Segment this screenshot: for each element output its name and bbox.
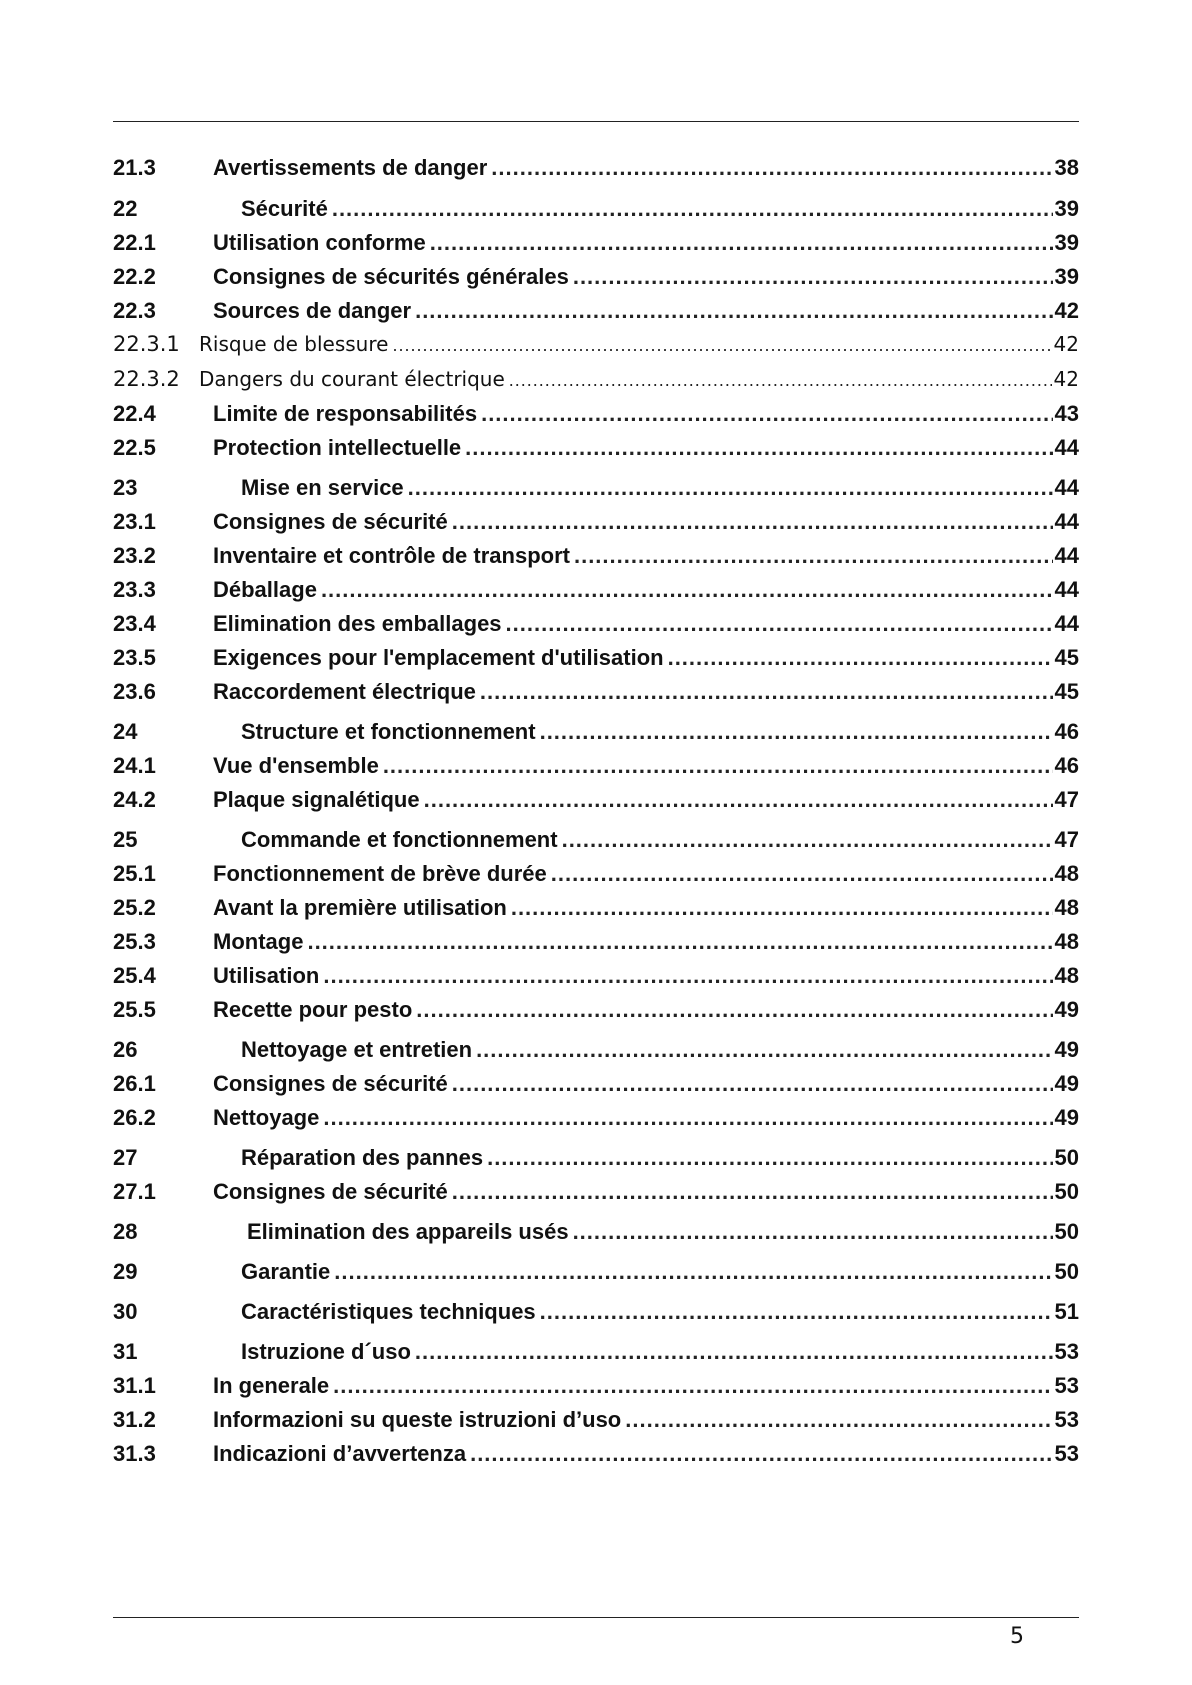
toc-entry-number: 31.1 [113, 1373, 156, 1398]
toc-entry-number: 23.3 [113, 577, 156, 602]
toc-entry-page: 49 [1054, 997, 1079, 1022]
toc-entry[interactable] [113, 1105, 1079, 1131]
toc-entry-number: 24.1 [113, 753, 156, 778]
toc-dot-leader [415, 1339, 1053, 1365]
toc-entry[interactable] [113, 611, 1079, 637]
toc-dot-leader [511, 895, 1053, 921]
toc-entry-title: Consignes de sécurité [213, 1071, 448, 1096]
toc-dot-leader [323, 1105, 1052, 1131]
toc-entry-page: 53 [1054, 1373, 1079, 1398]
toc-dot-leader [573, 1219, 1053, 1245]
toc-entry[interactable] [113, 895, 1079, 921]
toc-dot-leader [668, 645, 1053, 671]
toc-entry-page: 38 [1054, 155, 1079, 180]
toc-entry[interactable] [113, 997, 1079, 1023]
toc-entry[interactable] [113, 543, 1079, 569]
toc-entry-title: Consignes de sécurité [213, 509, 448, 534]
toc-entry-page: 45 [1054, 679, 1079, 704]
toc-entry-page: 44 [1054, 611, 1079, 636]
toc-entry-number: 27 [113, 1145, 138, 1170]
toc-entry-page: 51 [1054, 1299, 1079, 1324]
toc-entry-number: 22.2 [113, 264, 156, 289]
toc-entry-page: 53 [1054, 1441, 1079, 1466]
toc-dot-leader [573, 264, 1053, 290]
toc-entry-title: Nettoyage et entretien [241, 1037, 473, 1062]
toc-entry-title: Indicazioni d’avvertenza [213, 1441, 467, 1466]
toc-entry-title: Avant la première utilisation [213, 895, 507, 920]
toc-entry[interactable] [113, 1259, 1079, 1285]
toc-entry[interactable] [113, 1071, 1079, 1097]
toc-entry-title: Plaque signalétique [213, 787, 420, 812]
toc-entry-number: 31 [113, 1339, 138, 1364]
toc-entry-number: 22.3.1 [113, 332, 180, 356]
toc-entry-page: 44 [1054, 543, 1079, 568]
toc-entry-title: Caractéristiques techniques [241, 1299, 536, 1324]
toc-entry-number: 26 [113, 1037, 138, 1062]
toc-entry-number: 23.6 [113, 679, 156, 704]
toc-entry[interactable] [113, 367, 1079, 391]
toc-entry[interactable] [113, 435, 1079, 461]
toc-entry-page: 39 [1054, 196, 1079, 221]
toc-dot-leader [562, 827, 1053, 853]
toc-entry-page: 44 [1054, 509, 1079, 534]
toc-entry[interactable] [113, 929, 1079, 955]
toc-entry-title: Raccordement électrique [213, 679, 476, 704]
toc-entry-number: 25.2 [113, 895, 156, 920]
toc-entry-title: Exigences pour l'emplacement d'utilisation [213, 645, 664, 670]
toc-dot-leader [540, 719, 1053, 745]
toc-entry-title: Istruzione d´uso [241, 1339, 411, 1364]
toc-entry-title: Nettoyage [213, 1105, 320, 1130]
toc-entry-title: Montage [213, 929, 304, 954]
toc-entry-title: Utilisation [213, 963, 320, 988]
toc-entry-number: 25.4 [113, 963, 156, 988]
toc-entry-title: Protection intellectuelle [213, 435, 462, 460]
toc-dot-leader [321, 577, 1053, 603]
toc-entry[interactable] [113, 753, 1079, 779]
toc-entry-title: Limite de responsabilités [213, 401, 478, 426]
toc-dot-leader [476, 1037, 1052, 1063]
toc-entry-number: 30 [113, 1299, 138, 1324]
toc-entry-page: 50 [1054, 1145, 1079, 1170]
toc-entry-title: Sécurité [241, 196, 328, 221]
toc-dot-leader [551, 861, 1053, 887]
toc-entry-page: 45 [1054, 645, 1079, 670]
toc-dot-leader [452, 1071, 1053, 1097]
toc-dot-leader [506, 611, 1053, 637]
toc-dot-leader [307, 929, 1052, 955]
toc-entry-page: 50 [1054, 1179, 1079, 1204]
page-number: 5 [1010, 1624, 1024, 1649]
toc-entry-page: 46 [1054, 719, 1079, 744]
toc-entry-title: In generale [213, 1373, 330, 1398]
toc-entry-page: 53 [1054, 1407, 1079, 1432]
toc-entry-number: 26.1 [113, 1071, 156, 1096]
toc-entry-page: 42 [1053, 332, 1079, 356]
toc-entry-title: Sources de danger [213, 298, 412, 323]
toc-entry-number: 22.3 [113, 298, 156, 323]
toc-entry-title: Structure et fonctionnement [241, 719, 536, 744]
toc-dot-leader [540, 1299, 1053, 1325]
toc-dot-leader [430, 230, 1053, 256]
toc-entry-number: 22 [113, 196, 138, 221]
toc-entry-title: Mise en service [241, 475, 404, 500]
toc-dot-leader [452, 509, 1053, 535]
toc-entry-page: 49 [1054, 1105, 1079, 1130]
toc-entry-number: 28 [113, 1219, 138, 1244]
toc-entry-title: Garantie [241, 1259, 331, 1284]
toc-entry-title: Consignes de sécurités générales [213, 264, 569, 289]
toc-entry[interactable] [113, 155, 1079, 181]
toc-entry[interactable] [113, 1219, 1079, 1245]
toc-entry-title: Risque de blessure [199, 332, 389, 356]
toc-entry-page: 50 [1054, 1259, 1079, 1284]
toc-dot-leader [481, 401, 1052, 427]
toc-entry[interactable] [113, 509, 1079, 535]
toc-entry-page: 39 [1054, 230, 1079, 255]
toc-dot-leader [491, 155, 1052, 181]
footer-rule [113, 1617, 1079, 1618]
toc-entry-page: 44 [1054, 475, 1079, 500]
toc-entry-number: 23.1 [113, 509, 156, 534]
toc-dot-leader [334, 1259, 1052, 1285]
toc-entry-number: 23.5 [113, 645, 156, 670]
toc-entry-number: 22.1 [113, 230, 156, 255]
toc-entry-number: 31.3 [113, 1441, 156, 1466]
toc-entry-title: Inventaire et contrôle de transport [213, 543, 570, 568]
toc-entry[interactable] [113, 719, 1079, 745]
toc-dot-leader [424, 787, 1053, 813]
toc-entry[interactable] [113, 787, 1079, 813]
toc-entry-page: 46 [1054, 753, 1079, 778]
toc-entry[interactable] [113, 645, 1079, 671]
toc-dot-leader [625, 1407, 1052, 1433]
toc-entry-page: 43 [1054, 401, 1079, 426]
toc-entry-title: Utilisation conforme [213, 230, 426, 255]
toc-entry-number: 25.1 [113, 861, 156, 886]
toc-entry[interactable] [113, 827, 1079, 853]
toc-entry-title: Déballage [213, 577, 317, 602]
toc-entry-title: Informazioni su queste istruzioni d’uso [213, 1407, 622, 1432]
toc-entry[interactable] [113, 1407, 1079, 1433]
toc-entry[interactable] [113, 298, 1079, 324]
toc-entry[interactable] [113, 679, 1079, 705]
toc-entry-page: 53 [1054, 1339, 1079, 1364]
toc-dot-leader [408, 475, 1053, 501]
toc-entry-title: Vue d'ensemble [213, 753, 379, 778]
toc-entry-title: Réparation des pannes [241, 1145, 484, 1170]
toc-dot-leader [509, 370, 1052, 391]
toc-entry-number: 22.5 [113, 435, 156, 460]
toc-dot-leader [415, 298, 1052, 324]
toc-dot-leader [332, 196, 1053, 222]
toc-entry-number: 23.2 [113, 543, 156, 568]
toc-dot-leader [487, 1145, 1052, 1171]
toc-entry-number: 29 [113, 1259, 138, 1284]
toc-entry[interactable] [113, 196, 1079, 222]
toc-dot-leader [452, 1179, 1053, 1205]
toc-entry-number: 22.4 [113, 401, 156, 426]
toc-entry[interactable] [113, 230, 1079, 256]
toc-entry-number: 25 [113, 827, 138, 852]
toc-entry[interactable] [113, 401, 1079, 427]
toc-dot-leader [470, 1441, 1052, 1467]
toc-entry-title: Dangers du courant électrique [199, 367, 505, 391]
toc-entry-number: 23 [113, 475, 138, 500]
toc-entry-page: 42 [1053, 367, 1079, 391]
toc-entry-page: 39 [1054, 264, 1079, 289]
toc-entry-number: 24 [113, 719, 138, 744]
toc-entry-page: 48 [1054, 929, 1079, 954]
toc-entry[interactable] [113, 1339, 1079, 1365]
toc-entry[interactable] [113, 1373, 1079, 1399]
toc-entry-page: 49 [1054, 1071, 1079, 1096]
toc-dot-leader [480, 679, 1053, 705]
toc-entry-page: 48 [1054, 895, 1079, 920]
toc-entry-title: Recette pour pesto [213, 997, 413, 1022]
toc-entry-title: Consignes de sécurité [213, 1179, 448, 1204]
toc-entry[interactable] [113, 1299, 1079, 1325]
toc-entry-page: 42 [1054, 298, 1079, 323]
toc-entry-page: 47 [1054, 827, 1079, 852]
toc-entry[interactable] [113, 1441, 1079, 1467]
toc-dot-leader [416, 997, 1052, 1023]
toc-entry-number: 31.2 [113, 1407, 156, 1432]
toc-entry[interactable] [113, 264, 1079, 290]
toc-entry-page: 47 [1054, 787, 1079, 812]
toc-entry-page: 50 [1054, 1219, 1079, 1244]
toc-dot-leader [383, 753, 1053, 779]
toc-entry[interactable] [113, 1179, 1079, 1205]
toc-entry-title: Elimination des emballages [213, 611, 502, 636]
toc-entry-number: 25.5 [113, 997, 156, 1022]
toc-dot-leader [465, 435, 1052, 461]
toc-entry-title: Elimination des appareils usés [247, 1219, 569, 1244]
toc-entry[interactable] [113, 963, 1079, 989]
toc-entry-number: 23.4 [113, 611, 156, 636]
toc-entry[interactable] [113, 332, 1079, 356]
toc-entry-number: 26.2 [113, 1105, 156, 1130]
toc-entry[interactable] [113, 475, 1079, 501]
toc-entry-title: Avertissements de danger [213, 155, 488, 180]
toc-entry-number: 24.2 [113, 787, 156, 812]
toc-entry-number: 21.3 [113, 155, 156, 180]
toc-entry-number: 22.3.2 [113, 367, 180, 391]
toc-entry-title: Commande et fonctionnement [241, 827, 558, 852]
toc-dot-leader [333, 1373, 1052, 1399]
toc-entry-page: 49 [1054, 1037, 1079, 1062]
toc-entry[interactable] [113, 1145, 1079, 1171]
toc-entry[interactable] [113, 577, 1079, 603]
toc-entry-title: Fonctionnement de brève durée [213, 861, 547, 886]
toc-entry-number: 25.3 [113, 929, 156, 954]
toc-entry-page: 44 [1054, 577, 1079, 602]
toc-entry[interactable] [113, 861, 1079, 887]
toc-dot-leader [323, 963, 1052, 989]
toc-entry-page: 44 [1054, 435, 1079, 460]
toc-entry-number: 27.1 [113, 1179, 156, 1204]
header-rule [113, 121, 1079, 122]
toc-dot-leader [392, 335, 1051, 356]
toc-entry[interactable] [113, 1037, 1079, 1063]
toc-entry-page: 48 [1054, 963, 1079, 988]
toc-entry-page: 48 [1054, 861, 1079, 886]
toc-dot-leader [574, 543, 1053, 569]
